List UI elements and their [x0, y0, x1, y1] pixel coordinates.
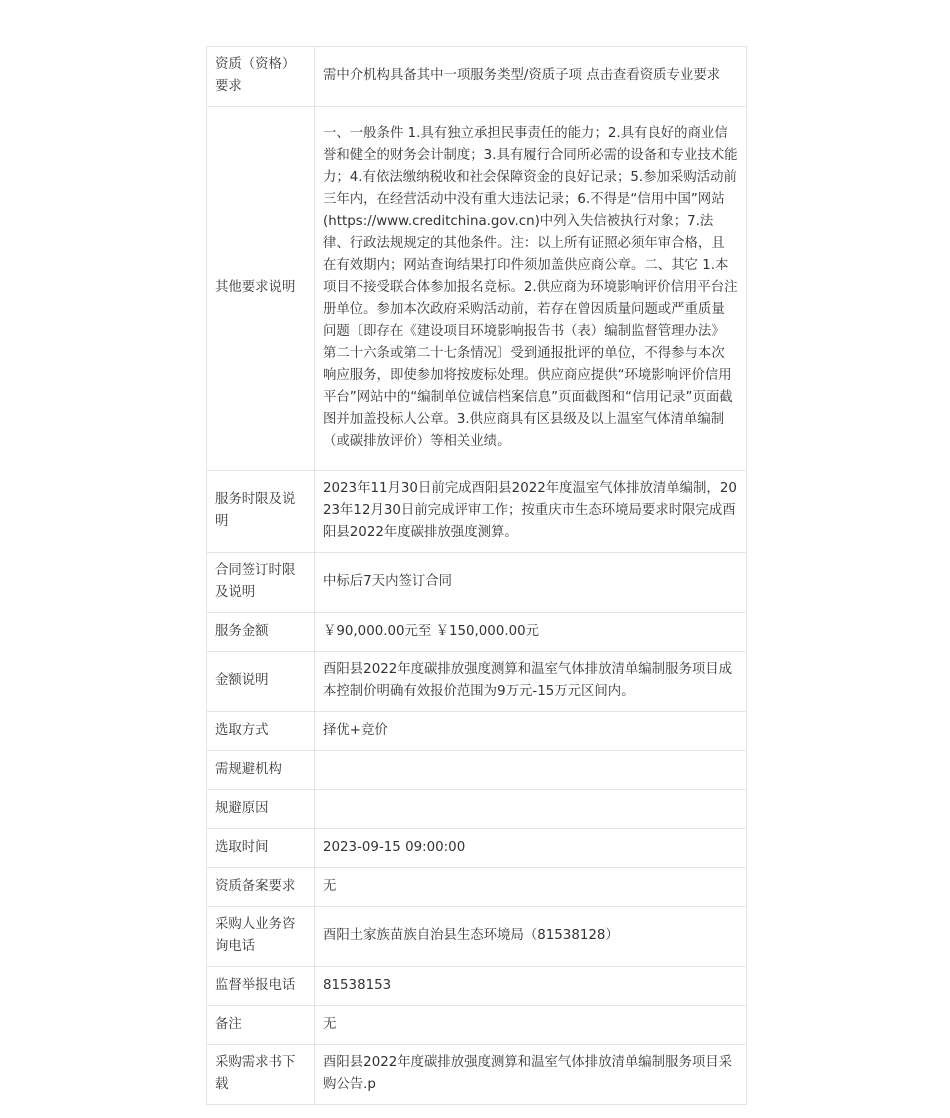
- value-service-period: 2023年11月30日前完成酉阳县2022年度温室气体排放清单编制，2023年12月30日前完成评审工作；按重庆市生态环境局要求时限完成酉阳县2022年度碳排放强度测算。: [315, 471, 747, 553]
- label-avoided-agencies: 需规避机构: [207, 751, 315, 790]
- value-supervision-phone: 81538153: [315, 967, 747, 1006]
- label-service-period: 服务时限及说明: [207, 471, 315, 553]
- row-remarks: [207, 1006, 747, 1045]
- row-selection-time: [207, 829, 747, 868]
- label-qualification-requirement: 资质（资格）要求: [207, 47, 315, 107]
- label-amount-description: 金额说明: [207, 652, 315, 712]
- label-other-requirements: 其他要求说明: [207, 107, 315, 471]
- project-info-table: [206, 46, 747, 1105]
- row-avoided-agencies: [207, 751, 747, 790]
- value-selection-method: 择优+竞价: [315, 712, 747, 751]
- row-purchaser-phone: [207, 907, 747, 967]
- row-other-requirements: [207, 107, 747, 471]
- value-selection-time: 2023-09-15 09:00:00: [315, 829, 747, 868]
- download-file-link[interactable]: 酉阳县2022年度碳排放强度测算和温室气体排放清单编制服务项目采购公告.p: [323, 1055, 733, 1092]
- value-avoided-agencies: [315, 751, 747, 790]
- row-selection-method: [207, 712, 747, 751]
- value-qualification-requirement[interactable]: [315, 47, 747, 107]
- label-contract-period: 合同签订时限及说明: [207, 553, 315, 613]
- label-selection-time: 选取时间: [207, 829, 315, 868]
- label-purchaser-phone: 采购人业务咨询电话: [207, 907, 315, 967]
- row-contract-period: [207, 553, 747, 613]
- value-qualification-filing: 无: [315, 868, 747, 907]
- row-requirement-download: [207, 1045, 747, 1105]
- row-supervision-phone: [207, 967, 747, 1006]
- label-remarks: 备注: [207, 1006, 315, 1045]
- row-service-amount: [207, 613, 747, 652]
- label-selection-method: 选取方式: [207, 712, 315, 751]
- value-service-amount: ￥90,000.00元至 ￥150,000.00元: [315, 613, 747, 652]
- row-amount-description: [207, 652, 747, 712]
- value-purchaser-phone: 酉阳土家族苗族自治县生态环境局（81538128）: [315, 907, 747, 967]
- label-service-amount: 服务金额: [207, 613, 315, 652]
- row-service-period: [207, 471, 747, 553]
- detail-page: [206, 46, 747, 1105]
- label-requirement-download: 采购需求书下载: [207, 1045, 315, 1105]
- value-contract-period: 中标后7天内签订合同: [315, 553, 747, 613]
- value-other-requirements: 一、一般条件 1.具有独立承担民事责任的能力；2.具有良好的商业信誉和健全的财务会计制度；3.具有履行合同所必需的设备和专业技术能力；4.有依法缴纳税收和社会保障资金的良好记录；5.参加采购活动前三年内，在经营活动中没有重大违法记录；6.不得是“信用中国”网站(https://www.creditchina.gov.cn)中列入失信被执行对象；7.法律、行政法规规定的其他条件。注：以上所有证照必须年审合格，且在有效期内；网站查询结果打印件须加盖供应商公章。二、其它 1.本项目不接受联合体参加报名竞标。2.供应商为环境影响评价信用平台注册单位。参加本次政府采购活动前，若存在曾因质量问题或严重质量问题〔即存在《建设项目环境影响报告书（表）编制监督管理办法》第二十六条或第二十七条情况〕受到通报批评的单位，不得参与本次响应服务，即使参加将按废标处理。供应商应提供“环境影响评价信用平台”网站中的“编制单位诚信档案信息”页面截图和“信用记录”页面截图并加盖投标人公章。3.供应商具有区县级及以上温室气体清单编制（或碳排放评价）等相关业绩。: [315, 107, 747, 471]
- value-amount-description: 酉阳县2022年度碳排放强度测算和温室气体排放清单编制服务项目成本控制价明确有效报价范围为9万元-15万元区间内。: [315, 652, 747, 712]
- label-qualification-filing: 资质备案要求: [207, 868, 315, 907]
- value-avoidance-reason: [315, 790, 747, 829]
- value-requirement-download[interactable]: [315, 1045, 747, 1105]
- row-avoidance-reason: [207, 790, 747, 829]
- label-supervision-phone: 监督举报电话: [207, 967, 315, 1006]
- qualification-link[interactable]: 需中介机构具备其中一项服务类型/资质子项 点击查看资质专业要求: [323, 68, 721, 83]
- row-qualification-requirement: [207, 47, 747, 107]
- row-qualification-filing: [207, 868, 747, 907]
- label-avoidance-reason: 规避原因: [207, 790, 315, 829]
- value-remarks: 无: [315, 1006, 747, 1045]
